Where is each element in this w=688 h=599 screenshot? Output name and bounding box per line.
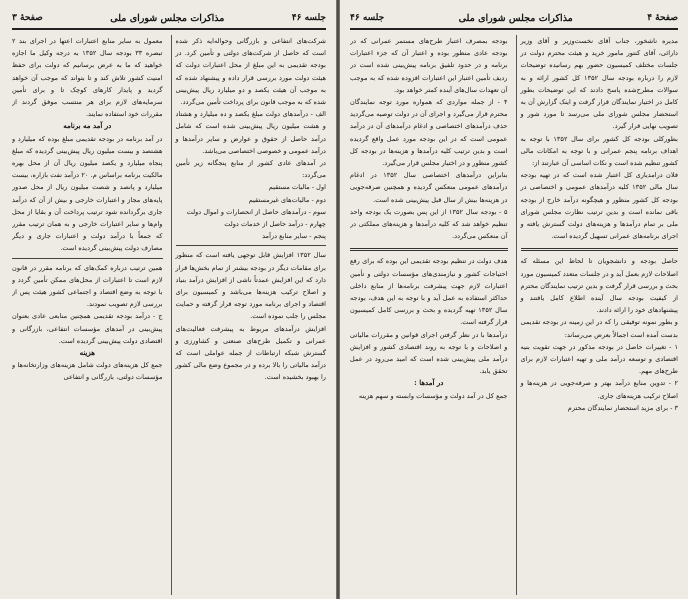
paragraph: ج - درآمد بودجه تقدیمی همچنین منابعی عادی بعنوان پیش‌بینی در آمد‌های مؤسسات انتفاعی، بازرگانی و اقتصادی دولت پیش‌بینی گردیده است. (12, 312, 163, 345)
paragraph: ۳ - برای مزید استحضار نمایندگان محترم (567, 403, 678, 412)
divider (12, 258, 163, 259)
paragraph: بنابراین درآمد‌های اختصاصی سال ۱۳۵۲ در ادغام درآمد‌های عمومی منعکس گردیده و همچنین صرفه‌جویی در هزینه‌ها بیش از سال قبل پیش‌بینی شده است. (350, 171, 508, 204)
left-page-column-left (12, 35, 163, 595)
paragraph: درآمد‌ها با در نظر گرفتن اجرای قوانین و مقررات مالیاتی و اصلاحات و با توجه به روند اقتصادی کشور و افزایش درآمد ملی پیش‌بینی شده است که امید می‌رود در عمل تحقق یابد. (350, 330, 508, 376)
paragraph: فلان درامدیاری کل اعتبار شده است که در تهیه بودجه سال مالی ۱۳۵۲ کلیه درآمد‌های عمومی و اختصاصی در بودجه کل کشور منظور و هیچگونه درآمد خارج از بودجه باقی نمانده است و بدین ترتیب نظارت مجلس شورای ملی بر تمام درآمد‌ها و هزینه‌های دولت گسترش یافته و اجرای برنامه‌های عمرانی تسهیل گردیده است. (520, 171, 678, 241)
right-page-header (350, 8, 678, 30)
right-page-column-left (350, 35, 508, 595)
paragraph: بطورکلی بودجه کل کشور برای سال ۱۳۵۲ با توجه به اهداف برنامه پنجم عمرانی و با توجه به امکانات مالی کشور تنظیم شده است و نکات اساسی آن عبارتند از: (520, 134, 678, 168)
paragraph: دوم - مالیات‌های غیرمستقیم (248, 195, 326, 204)
divider (176, 245, 327, 246)
divider (350, 248, 508, 251)
paragraph: پنجم - سایر منابع درآمد (262, 232, 326, 241)
paragraph: چهارم - درآمد حاصل از خدمات دولت (224, 220, 326, 229)
paragraph: سال ۱۳۵۲ افزایش قابل توجهی یافته است که منظور برای مقامات دیگر در بودجه بیشتر از تمام بخش‌ها قرار دارد که این افزایش عمدتاً ناشی از افزایش درآمد بنیاد و اصلاح ترکیب هزینه‌ها می‌باشد و کمیسیون برای اقتصاد و اجرای برنامه مورد توجه قرار گرفته و حمایت مجلس را جلب نموده است. (175, 251, 326, 321)
paragraph: بودجه بمصرف اعتبار طرح‌های مستمر عمرانی که در بودجه عادی منظور بوده و اعتبار آن که جزء اعتبارات برنامه و در حدود تلفیق برنامه پیش‌بینی شده است در ردیف تأمین اعتبار این اعتبارات افزوده شده که به موجب آن تعهدات سال‌های آینده کمتر خواهد بود. (350, 37, 508, 94)
right-header-session: جلسه ۴۶ (350, 13, 385, 23)
right-page-columns (350, 35, 678, 595)
paragraph: و بطور نمونه توفیقی را که در این زمینه در بودجه تقدیمی بدست آمده است اجمالاً بعرض می‌رساند: (520, 318, 678, 339)
paragraph: در آمد برنامه در بودجه تقدیمی مبلغ بوده که میلیارد و هشتصد و بیست میلیون ریال پیش‌بینی گردیده که مبلغ پنجاه میلیارد و یکصد میلیون ریال آن از محل بهره مالکیت برنامه براساس م. ۲۰ درآمد نفت بازاره، بیست میلیارد و پانصد و شصت میلیون ریال از محل صدور پایه‌های مجاز و اعتبارات خارجی و بیش از آن که درآمد جاری برگردانده شود ترتیب پرداخت آن و بقایا از محل وام‌ها و سایر اعتبارات خارجی و به همان ترتیب مقرر که جمعاً با درآمد دولت و اعتبارات جاری و دیگر مصارف دولت پیش‌بینی گردیده است. (12, 134, 163, 253)
left-header-session: جلسه ۴۶ (291, 13, 326, 23)
paragraph: ۵ - بودجه سال ۱۳۵۲ از این پس بصورت یک بودجه واحد تنظیم خواهد شد که کلیه درآمد‌ها و هزینه‌های مملکتی در آن منعکس می‌گردد. (350, 207, 508, 241)
paragraph: مدیره ناشخور، جناب آقای نخست‌وزیر و آقای وزیر دارائی، آقای کنتور مامور خرید و هیئت محترم دولت در جلسات مختلف کمیسیون حضور بهم رسانیده توضیحات لازم را درباره بودجه سال ۱۳۵۲ کل کشور ارائه و به سوالات مطرح‌شده پاسخ دادند که این توضیحات بطور کامل در اختیار نمایندگان قرار گرفت و اینک گزارش آن به استحضار مجلس شورای ملی می‌رسد تا مورد شور و تصویب نهایی قرار گیرد. (520, 37, 678, 131)
paragraph: جمع کل در آمد دولت و مؤسسات وابسته و سهم هزینه (358, 391, 508, 400)
paragraph: همین ترتیب درباره کمک‌های که برنامه مقرر در قانون لازم است تا اعتبارات از محل‌های ممکن تأمین گردد و با توجه به وضع اقتصاد و اجتماعی کشور هیئت پس از بررسی لازم تصویب نمودند. (12, 263, 163, 309)
paragraph: در آمد‌های عادی کشور از منابع پنجگانه زیر تأمین می‌گردد: (175, 159, 326, 180)
paragraph: هدف دولت در تنظیم بودجه تقدیمی این بوده که برای رفع احتیاجات کشور و نیازمندی‌های مؤسسات دولتی و تأمین اعتبارات لازم جهت پیشرفت برنامه‌ها از منابع داخلی حداکثر استفاده به عمل آید و با توجه به این هدف، بودجه سال ۱۳۵۲ تهیه گردیده و بحث و بررسی کامل کمیسیون قرار گرفته است. (350, 257, 508, 327)
left-header-journal: مذاکرات مجلس شورای ملی (110, 12, 225, 24)
right-page (340, 0, 688, 599)
paragraph: شرکت‌های انتفاعی و بازرگانی وحواله‌ایه ذکر شده است که حاصل از شرکت‌های دولتی و تأمین کرد. در بودجه تقدیمی به این مبلغ از محل اعتبارات دولت که هیئت دولت مورد بررسی قرار داده و پیشنهاد شده که به موجب آن هیئت یکصد و دو میلیارد ریال پیش‌بینی شده که به موجب قانون برای پرداخت تأمین می‌گردد. (175, 37, 326, 107)
right-page-column-right (516, 35, 679, 595)
section-heading: در آمد مه برنامه (63, 121, 112, 131)
section-heading: هزینه (79, 348, 95, 358)
paragraph: ۴ - از جمله مواردی که همواره مورد توجه نمایندگان محترم قرار می‌گیرد و اجرای آن در دولت توصیه می‌گردید حذف درآمد‌های اختصاصی و ادغام درآمد‌های آن در درآمد عمومی است که در این بودجه مورد عمل واقع گردیده است و بدین ترتیب کلیه درآمد‌ها و هزینه‌ها در بودجه کل کشور منظور و در اختیار مجلس قرار می‌گیرد. (350, 98, 508, 168)
left-page-header (12, 8, 326, 30)
section-heading: در آمدها : (414, 378, 444, 388)
paragraph: اول - مالیات مستقیم (268, 183, 326, 192)
left-page-columns (12, 35, 326, 595)
right-header-journal: مذاکرات مجلس شورای ملی (458, 12, 573, 24)
divider (521, 248, 679, 251)
right-header-page-label: صفحهٔ ۴ (647, 13, 678, 23)
paragraph: ۱ - تغییرات حاصل در بودجه مذکور در جهت تقویت بنیه اقتصادی و توسعه درآمد ملی و تهیه اعتبارات لازم برای طرح‌های مهم. (520, 342, 678, 376)
paragraph: جمع کل هزینه‌های دولت شامل هزینه‌های وزارتخانه‌ها و مؤسسات دولتی، بازرگانی و انتفاعی (12, 361, 163, 382)
left-page-column-right (171, 35, 327, 595)
paragraph: معمول به سایر منابع اعتبارات اعتها در اجرای بند ۲ تبصره ۳۳ بودجه سال ۱۳۵۲ به درجه وکیل ما اجازه خواهید که ما به عرض برسانیم که دولت برای حفظ امنیت کشور تلاش کند و تا بتواند که موجب آن خواهد گردید و پایدار کارهای کوچک تا و برای تأمین سرمایه‌های لازم برای هر منتسب موفق گردند از مقررات خود استفاده نمایند. (12, 37, 163, 119)
paragraph: حاصل بودجه و دانشجویان تا لحاظ این مسئله که اصلاحات لازم بعمل آید و در جلسات متعدد کمیسیون مورد بحث و بررسی قرار گرفت و بدین ترتیب نمایندگان محترم از کیفیت بودجه سال آینده اطلاع کامل یافتند و پیشنهاد‌های خود را ارائه دادند. (520, 257, 678, 315)
left-header-page-label: صفحهٔ ۳ (12, 13, 43, 23)
paragraph: ۲ - تدوین منابع درآمد بهتر و صرفه‌جویی در هزینه‌ها و اصلاح ترکیب هزینه‌های جاری. (520, 379, 678, 400)
paragraph: الف - درآمد‌های دولت مبلغ یکصد و ده میلیارد و هشتاد و هشت میلیون ریال پیش‌بینی شده است که شامل درآمد حاصل از حقوق و عوارض و سایر درآمد‌ها و درآمد عمومی و خصوصی اختصاصی می‌باشد. (175, 110, 326, 155)
paragraph: سوم - درآمد‌های حاصل از انحصارات و اموال دولت (186, 207, 326, 216)
left-page (0, 0, 336, 599)
paragraph: افزایش درآمد‌های مربوط به پیشرفت فعالیت‌های عمرانی و تکمیل طرح‌های صنعتی و کشاورزی و گسترش شبکه ارتباطات از جمله عواملی است که درآمد مالیاتی را بالا برده و در مجموع وضع مالی کشور را بهبود بخشیده است. (175, 324, 326, 382)
